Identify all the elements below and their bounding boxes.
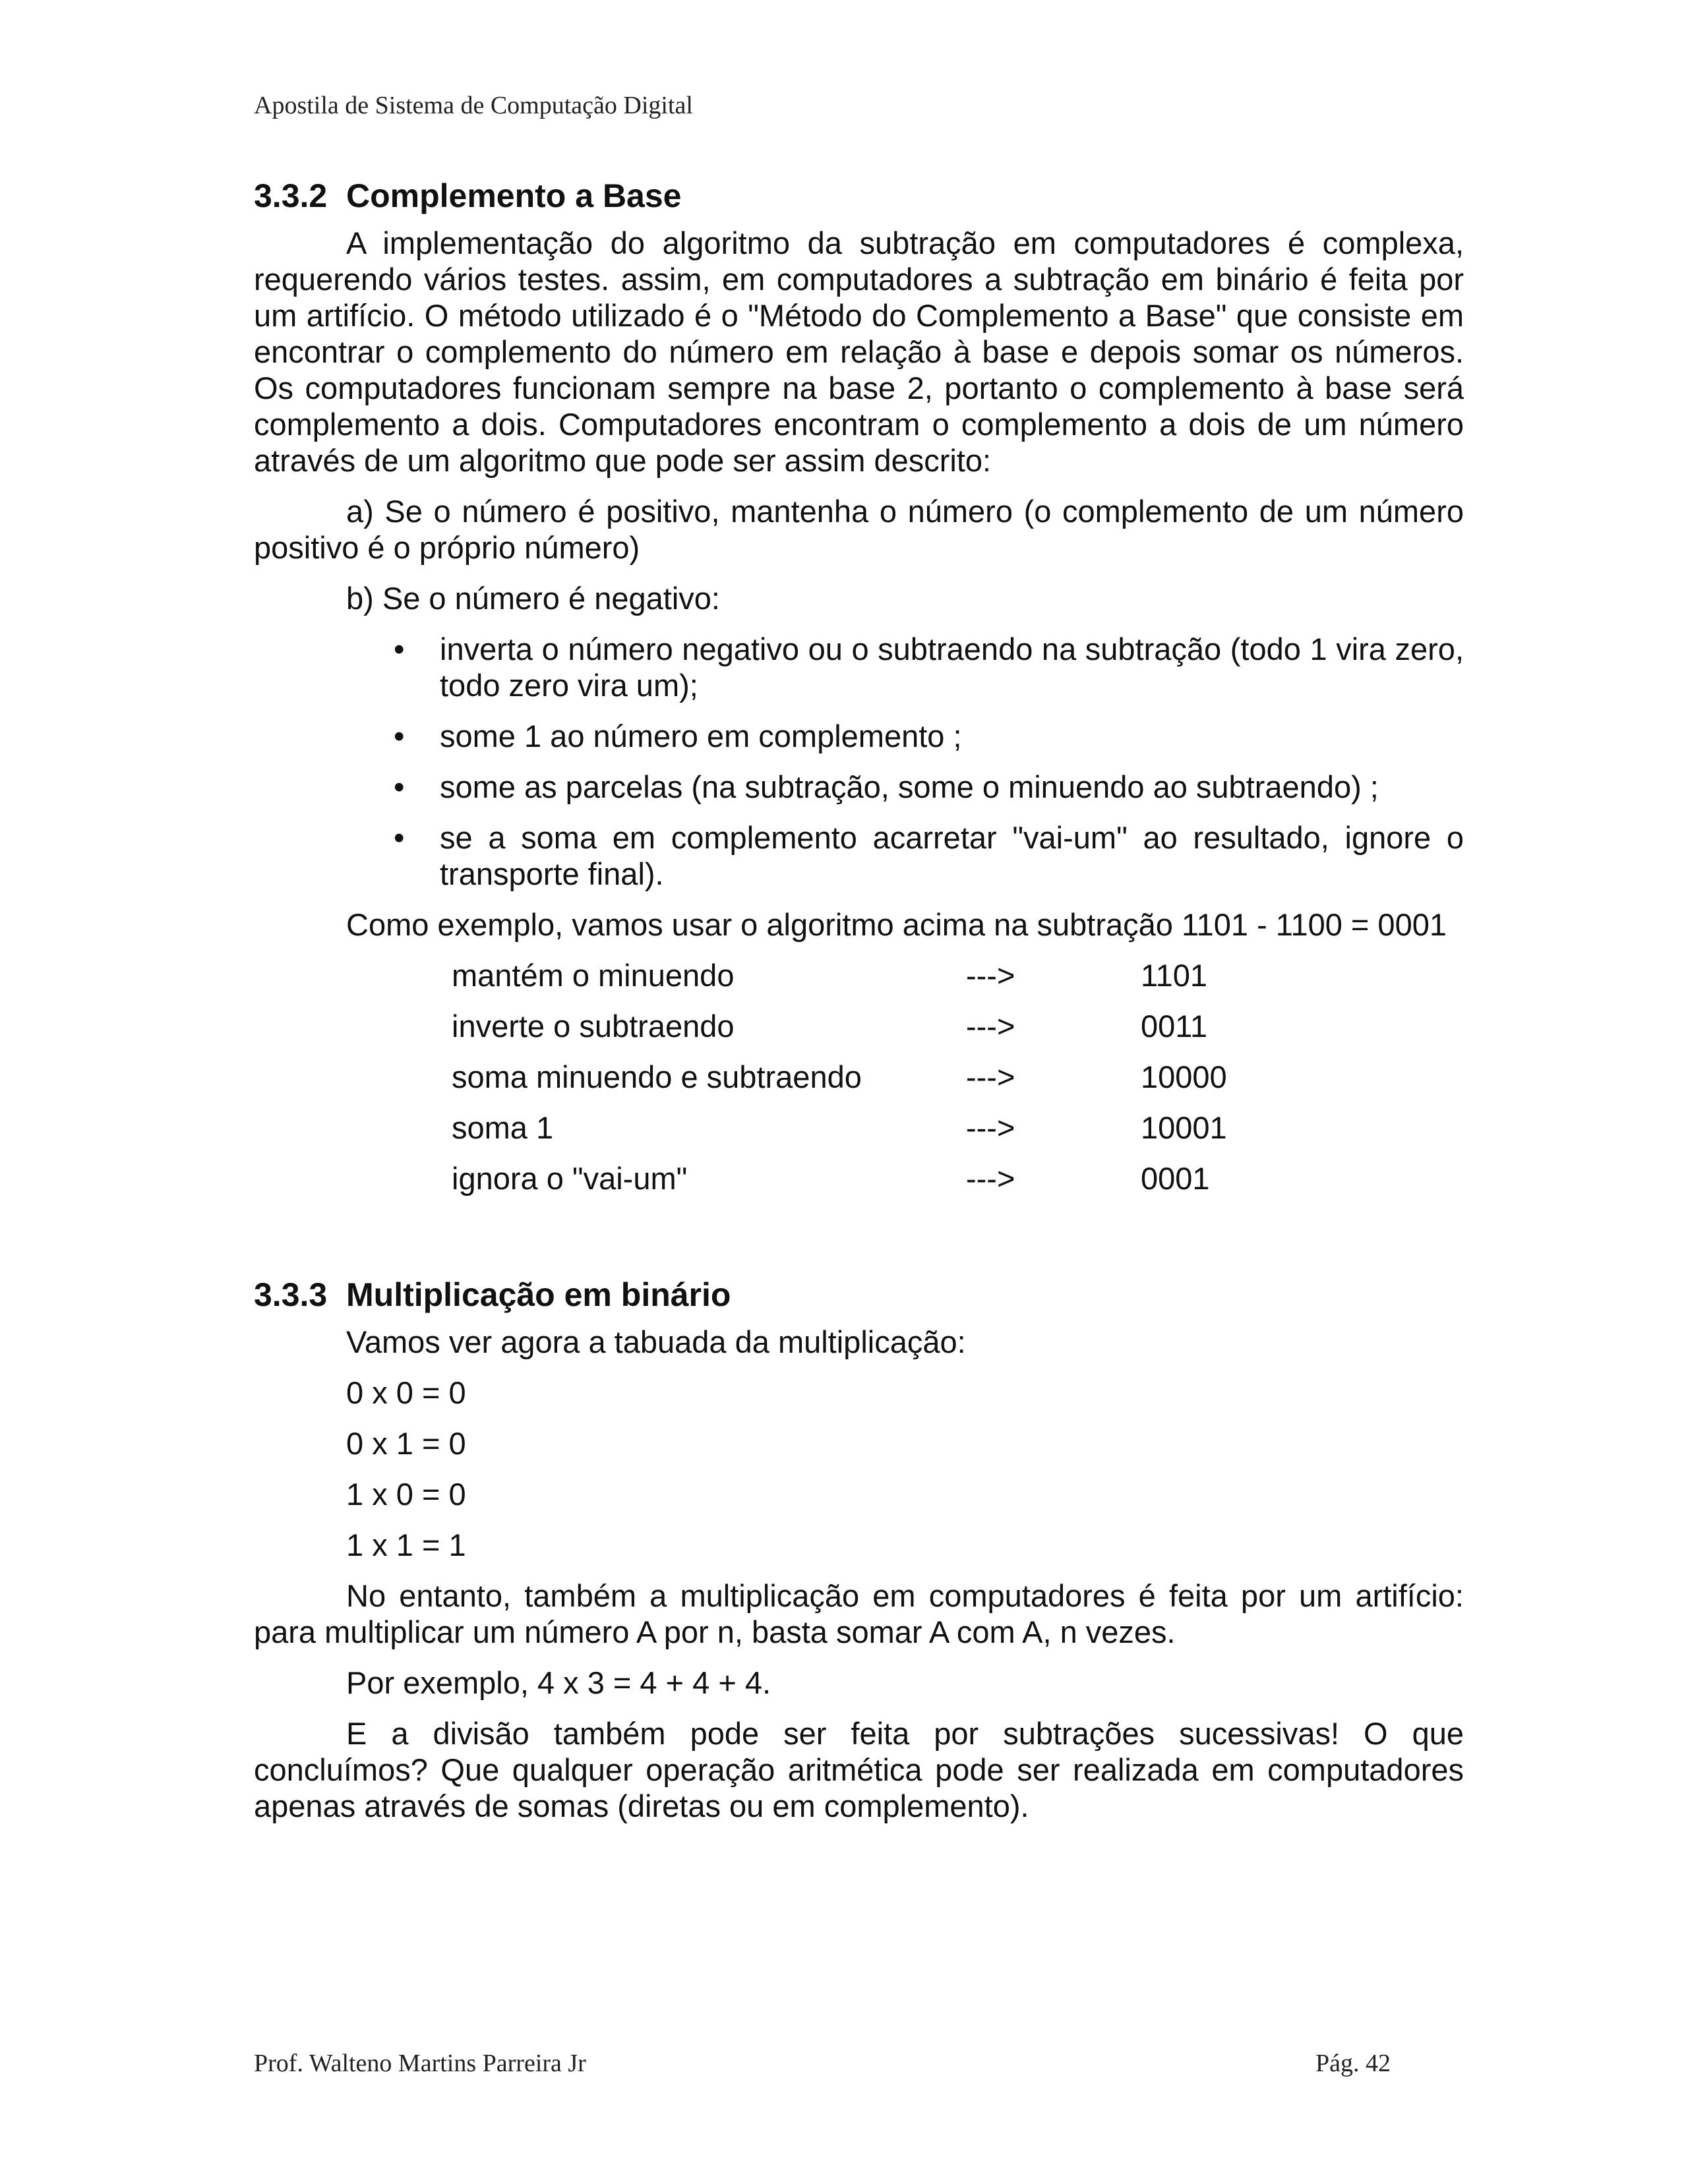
section-number: 3.3.3: [254, 1276, 328, 1313]
step-arrow: --->: [966, 1161, 1015, 1196]
section-number: 3.3.2: [254, 177, 328, 214]
running-header: Apostila de Sistema de Computação Digital: [254, 92, 693, 119]
rule-a-paragraph: a) Se o número é positivo, mantenha o número (o complemento de um número positivo é o próprio número): [254, 494, 1464, 565]
step-label: mantém o minuendo: [452, 958, 735, 993]
step-value: 1101: [1141, 958, 1208, 993]
multiplication-table-row: 0 x 1 = 0: [346, 1426, 466, 1461]
footer-page-number: Pág. 42: [1315, 2050, 1391, 2077]
bullet-item: [254, 819, 1464, 892]
section-title: Complemento a Base: [346, 177, 682, 214]
bullet-icon: •: [394, 632, 405, 666]
bullet-text: some 1 ao número em complemento ;: [440, 719, 962, 753]
section-heading-multiplicacao: [254, 1277, 1464, 1313]
step-arrow: --->: [966, 958, 1015, 993]
step-arrow: --->: [966, 1059, 1015, 1094]
bullet-icon: •: [394, 769, 405, 804]
conclusion-paragraph: E a divisão também pode ser feita por subtrações sucessivas! O que concluímos? Que qualquer operação aritmética pode ser realizada em computadores apenas através de somas (diretas ou em complemento).: [254, 1716, 1464, 1823]
rule-b-line: b) Se o número é negativo:: [346, 581, 720, 616]
bullet-item: [254, 718, 1464, 754]
step-row: [452, 1109, 1464, 1146]
step-label: inverte o subtraendo: [452, 1009, 735, 1044]
step-row: [452, 1160, 1464, 1196]
bullet-item: [254, 631, 1464, 703]
step-label: soma 1: [452, 1110, 554, 1145]
step-value: 0001: [1141, 1161, 1210, 1196]
multiplication-example: Por exemplo, 4 x 3 = 4 + 4 + 4.: [346, 1665, 771, 1700]
step-row: [452, 1008, 1464, 1044]
bullet-icon: •: [394, 719, 405, 753]
step-label: soma minuendo e subtraendo: [452, 1059, 862, 1094]
intro-paragraph: A implementação do algoritmo da subtração em computadores é complexa, requerendo vários testes. assim, em computadores a subtração em binário é feita por um artifício. O método utilizado é o "Método do Complemento a Base" que consiste em encontrar o complemento do número em relação à base e depois somar os números. Os computadores funcionam sempre na base 2, portanto o complemento à base será complemento a dois. Computadores encontram o complemento a dois de um número através de um algoritmo que pode ser assim descrito:: [254, 225, 1464, 478]
step-value: 0011: [1141, 1009, 1208, 1044]
bullet-text: se a soma em complemento acarretar "vai-um" ao resultado, ignore o transporte final).: [440, 820, 1464, 891]
multiplication-intro: Vamos ver agora a tabuada da multiplicação:: [346, 1324, 966, 1359]
bullet-item: [254, 769, 1464, 805]
step-row: [452, 1059, 1464, 1095]
step-arrow: --->: [966, 1110, 1015, 1145]
bullet-icon: •: [394, 820, 405, 855]
step-label: ignora o "vai-um": [452, 1161, 688, 1196]
footer-author: Prof. Walteno Martins Parreira Jr: [254, 2050, 586, 2077]
section-spacer: [254, 1211, 1464, 1277]
subtraction-steps: [452, 957, 1464, 1196]
bullet-text: inverta o número negativo ou o subtraendo na subtração (todo 1 vira zero, todo zero vira um);: [440, 632, 1464, 703]
multiplication-paragraph: No entanto, também a multiplicação em computadores é feita por um artifício: para multiplicar um número A por n, basta somar A com A, n vezes.: [254, 1578, 1464, 1649]
multiplication-table-row: 1 x 1 = 1: [346, 1527, 466, 1562]
section-heading-complemento: [254, 178, 1464, 214]
rule-b-bullet-list: [254, 631, 1464, 892]
multiplication-table-row: 1 x 0 = 0: [346, 1477, 466, 1512]
section-title: Multiplicação em binário: [346, 1276, 731, 1313]
step-row: [452, 957, 1464, 993]
step-arrow: --->: [966, 1009, 1015, 1044]
bullet-text: some as parcelas (na subtração, some o minuendo ao subtraendo) ;: [440, 769, 1379, 804]
page-content: [254, 178, 1464, 1839]
step-value: 10001: [1141, 1110, 1227, 1145]
step-value: 10000: [1141, 1059, 1227, 1094]
example-intro: Como exemplo, vamos usar o algoritmo acima na subtração 1101 - 1100 = 0001: [346, 907, 1447, 942]
multiplication-table-row: 0 x 0 = 0: [346, 1375, 466, 1410]
